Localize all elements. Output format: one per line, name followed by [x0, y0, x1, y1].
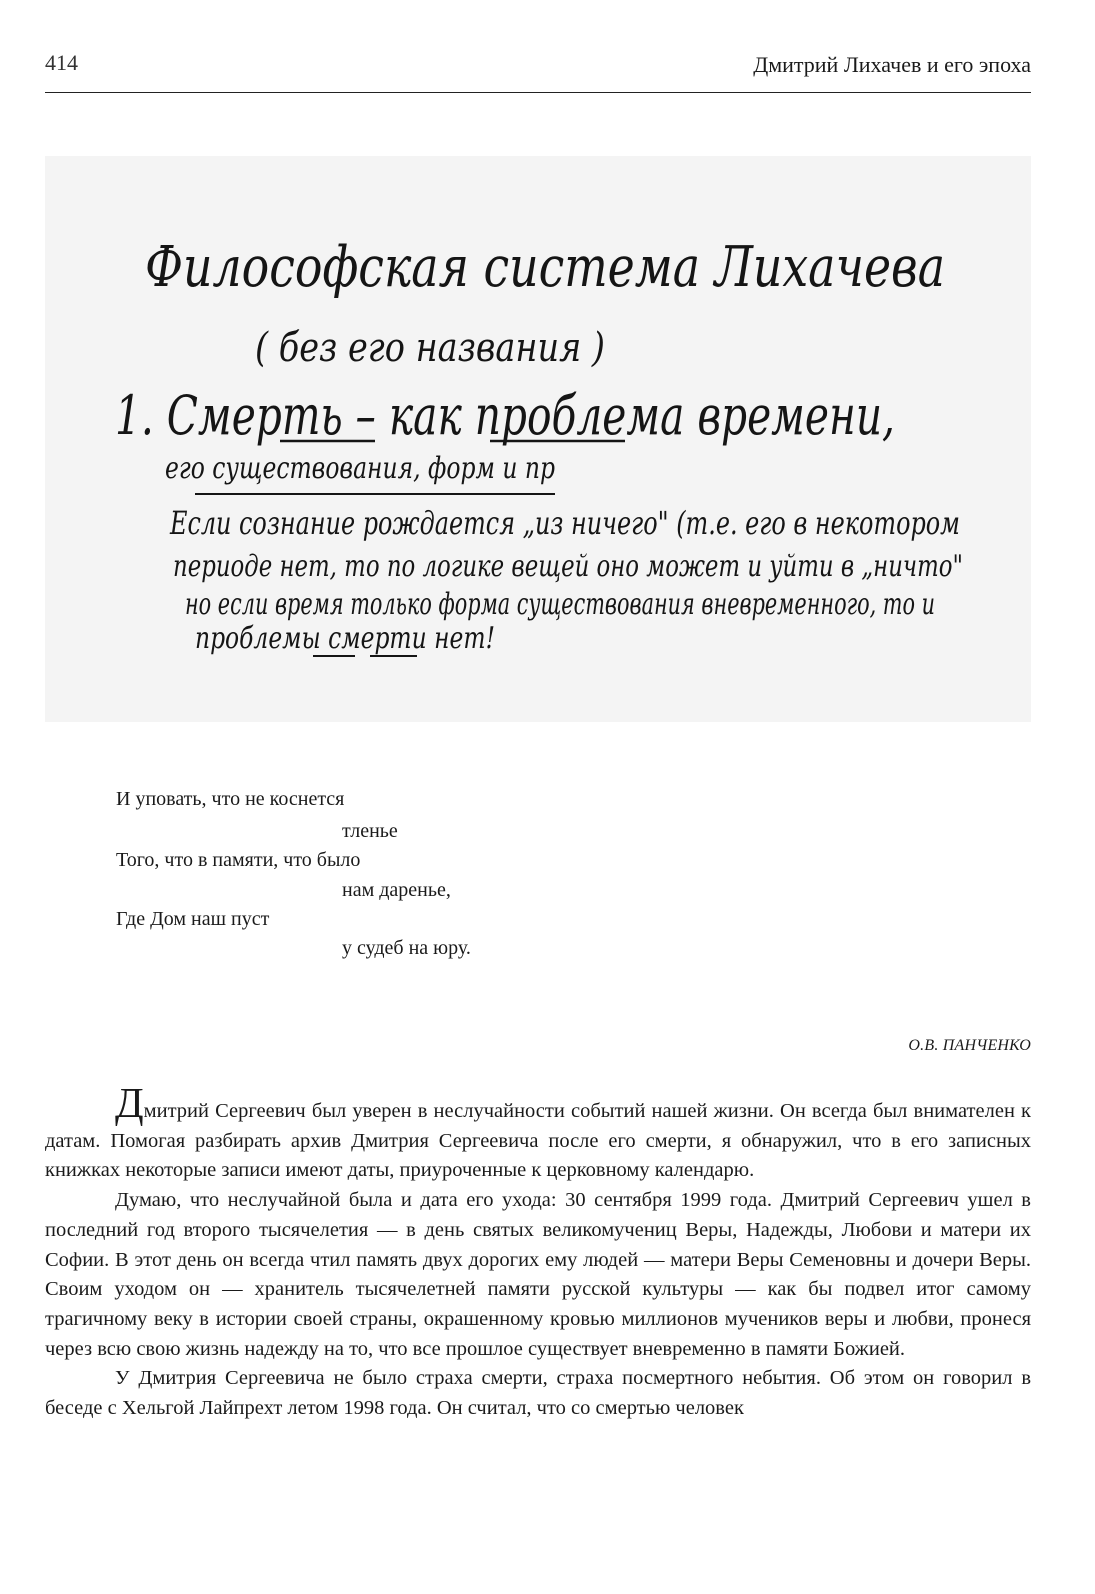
- manuscript-line-5: Если сознание рождается „из ничего" (т.е. его в некотором: [169, 504, 961, 542]
- page-number: 414: [45, 50, 78, 75]
- drop-cap: Д: [115, 1081, 144, 1127]
- poem-line: у судеб на юру.: [342, 937, 471, 959]
- paragraph: Думаю, что неслучайной была и дата его ухода: 30 сентября 1999 года. Дмитрий Сергеевич ушел в последний год второго тысячелетия — в день святых великомучениц Веры, Надежды, Любови и матери их Софии. В этот день он всегда чтил память двух дорогих ему людей — матери Веры Семеновны и дочери Веры. Своим уходом он — хранитель тысячелетней памяти русской культуры — как бы подвел итог самому трагичному веку в истории своей страны, окрашенному кровью миллионов мучеников веры и любви, пронеся через всю свою жизнь надежду на то, что все прошлое существует вневременно в памяти Божией.: [45, 1189, 1031, 1360]
- manuscript-line-heading: 1. Смерть – как проблема времени,: [115, 384, 895, 447]
- running-header: [45, 50, 1031, 93]
- manuscript-line-8: проблемы смерти нет!: [195, 621, 495, 656]
- poem-line: нам даренье,: [342, 879, 451, 901]
- manuscript-line-6: периоде нет, то по логике вещей оно может и уйти в „ничто": [173, 549, 963, 584]
- poem-line: Того, что в памяти, что было: [116, 849, 361, 871]
- manuscript-line-7: но если время только форма существования вневременного, то и: [185, 587, 935, 622]
- poem-line: И уповать, что не коснется: [116, 788, 345, 810]
- paragraph-text: митрий Сергеевич был уверен в неслучайности событий нашей жизни. Он всегда был внимателен к датам. Помогая разбирать архив Дмитрия Сергеевича после его смерти, я обнаружил, что в его записных книжках некоторые записи имеют даты, приуроченные к церковному календарю.: [45, 1100, 1031, 1182]
- poem-line: тленье: [342, 820, 398, 842]
- paragraph: У Дмитрия Сергеевича не было страха смерти, страха посмертного небытия. Об этом он говорил в беседе с Хельгой Лайпрехт летом 1998 года. Он считал, что со смертью человек: [45, 1367, 1031, 1420]
- poem-line: Где Дом наш пуст: [116, 908, 270, 930]
- manuscript-line-4: его существования, форм и пр: [165, 451, 555, 486]
- article-body: [45, 1081, 1031, 1424]
- handwritten-manuscript-image: [45, 156, 1031, 722]
- author-name: О.В. ПАНЧЕНКО: [908, 1037, 1031, 1054]
- manuscript-line-title: Философская система Лихачева: [145, 235, 945, 300]
- manuscript-line-subtitle: ( без его названия ): [255, 325, 605, 371]
- paragraph: [45, 1081, 1031, 1186]
- running-title: Дмитрий Лихачев и его эпоха: [753, 52, 1031, 77]
